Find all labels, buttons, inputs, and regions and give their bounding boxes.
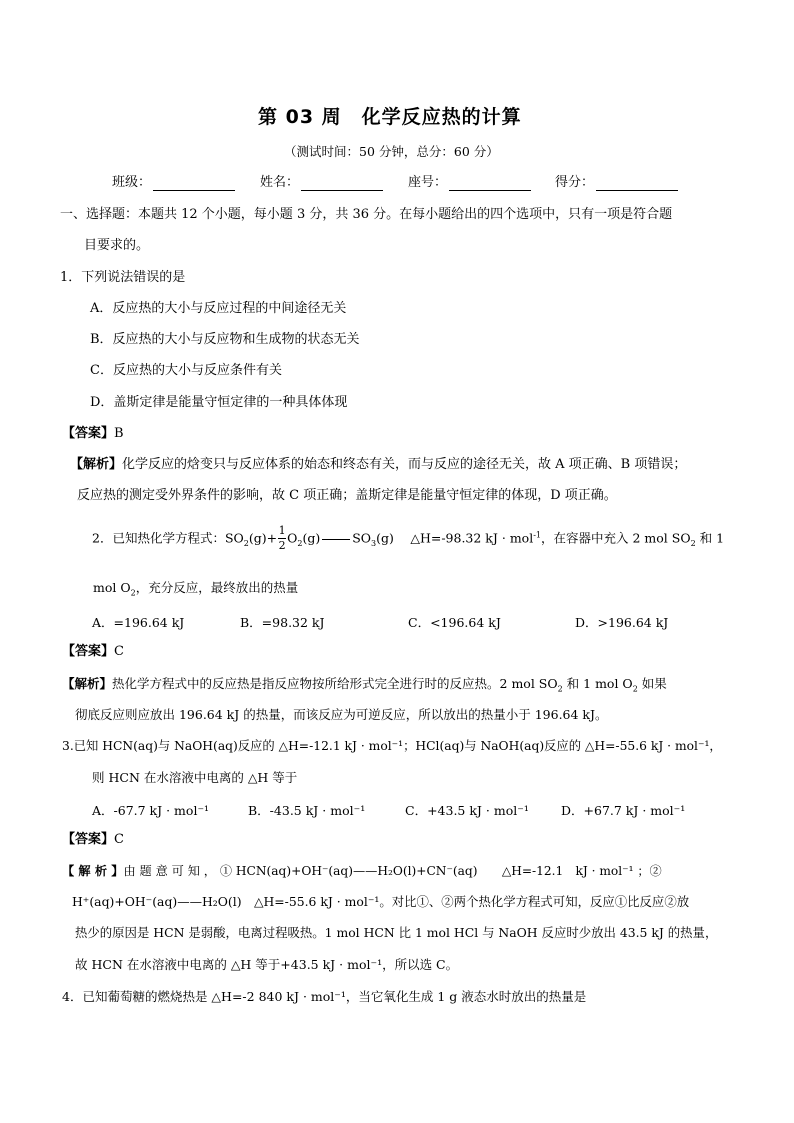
q1-option-d: D．盖斯定律是能量守恒定律的一种具体体现 (90, 395, 348, 410)
q2-stem: 2．已知热化学方程式：$SO_2(g)+$ $\frac{1}{2}$ $O_2(g)$ $SO_3(g)$ △H=-98.32 kJ · mol$^{-1}$，在容器中充入 2 mol $SO_2$ 和 1 (92, 524, 725, 552)
section-heading: 一、选择题：本题共 12 个小题，每小题 3 分，共 36 分。在每小题给出的四个选项中，只有一项是符合题 (60, 207, 673, 222)
q3-option-d: D．+67.7 kJ · mol⁻¹ (561, 803, 686, 818)
score-blank[interactable] (596, 176, 678, 191)
name-blank[interactable] (301, 176, 383, 191)
q2-option-c: C．<196.64 kJ (408, 615, 501, 630)
q2-answer: 【答案】C (62, 644, 124, 659)
q3-option-a: A．-67.7 kJ · mol⁻¹ (92, 803, 210, 818)
q3-option-b: B．-43.5 kJ · mol⁻¹ (248, 803, 366, 818)
class-blank[interactable] (153, 176, 235, 191)
half-fraction: $\frac{1}{2}$ (278, 524, 286, 552)
q1-answer: 【答案】B (62, 426, 124, 441)
q1-option-a: A．反应热的大小与反应过程的中间途径无关 (90, 301, 347, 316)
q3-analysis-cont1: H⁺(aq)+OH⁻(aq)——H₂O(l) △H=-55.6 kJ · mol⁻¹。对比①、②两个热化学方程式可知，反应①比反应②放 (72, 894, 690, 909)
q3-analysis-cont2: 热少的原因是 HCN 是弱酸，电离过程吸热。1 mol HCN 比 1 mol HCl 与 NaOH 反应时少放出 43.5 kJ 的热量， (75, 925, 718, 940)
q1-analysis: 【解析】化学反应的焓变只与反应体系的始态和终态有关，而与反应的途径无关，故 A 项正确、B 项错误； (70, 457, 687, 472)
q2-analysis-cont: 彻底反应则应放出 196.64 kJ 的热量，而该反应为可逆反应，所以放出的热量小于 196.64 kJ。 (75, 707, 608, 722)
page-title: 第 03 周 化学反应热的计算 (258, 106, 522, 128)
q2-option-d: D．>196.64 kJ (575, 615, 669, 630)
test-info: （测试时间：50 分钟，总分：60 分） (284, 144, 499, 159)
q4-stem: 4．已知葡萄糖的燃烧热是 △H=-2 840 kJ · mol⁻¹，当它氧化生成 1 g 液态水时放出的热量是 (62, 989, 587, 1004)
q1-option-c: C．反应热的大小与反应条件有关 (90, 363, 282, 378)
q2-option-b: B．=98.32 kJ (240, 615, 325, 630)
seat-blank[interactable] (449, 176, 531, 191)
q3-answer: 【答案】C (62, 832, 124, 847)
q1-option-b: B．反应热的大小与反应物和生成物的状态无关 (90, 332, 360, 347)
section-heading-cont: 目要求的。 (84, 238, 150, 253)
q3-stem: 3.已知 HCN(aq)与 NaOH(aq)反应的 △H=-12.1 kJ · mol⁻¹；HCl(aq)与 NaOH(aq)反应的 △H=-55.6 kJ · mol⁻¹， (62, 739, 722, 753)
q3-stem-cont: 则 HCN 在水溶液中电离的 △H 等于 (92, 770, 298, 785)
q1-analysis-cont: 反应热的测定受外界条件的影响，故 C 项正确；盖斯定律是能量守恒定律的体现，D 项正确。 (77, 488, 617, 503)
field-name: 姓名： (260, 175, 383, 191)
q3-analysis-cont3: 故 HCN 在水溶液中电离的 △H 等于+43.5 kJ · mol⁻¹，所以选 C。 (75, 957, 459, 972)
q1-stem: 1．下列说法错误的是 (60, 270, 186, 285)
q2-stem-cont: mol $O_2$，充分反应，最终放出的热量 (93, 580, 299, 598)
field-class: 班级： (112, 175, 235, 191)
q2-option-a: A．=196.64 kJ (92, 615, 185, 630)
q3-analysis: 【 解 析 】由 题 意 可 知 ， ① HCN(aq)+OH⁻(aq)——H₂O(l)+CN⁻(aq) △H=-12.1 kJ · mol⁻¹ ；② (62, 864, 662, 878)
reaction-arrow (322, 539, 350, 540)
q2-analysis: 【解析】热化学方程式中的反应热是指反应物按所给形式完全进行时的反应热。2 mol $SO_2$ 和 1 mol $O_2$ 如果 (62, 676, 667, 694)
field-score: 得分： (555, 175, 678, 191)
q3-option-c: C．+43.5 kJ · mol⁻¹ (405, 803, 529, 818)
field-seat: 座号： (408, 175, 531, 191)
